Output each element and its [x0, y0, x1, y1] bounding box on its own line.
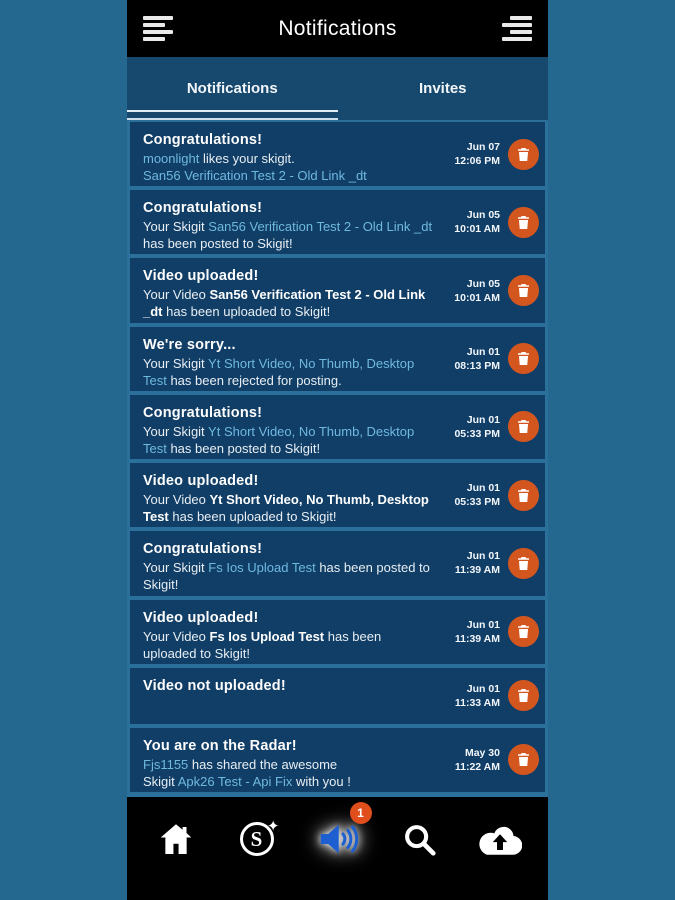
notification-title: Video uploaded!	[143, 268, 259, 285]
delete-notification-button[interactable]	[508, 207, 539, 238]
notification-body	[143, 559, 438, 593]
body-text: has been uploaded to Skigit!	[143, 628, 382, 661]
body-text: Your Skigit	[143, 219, 209, 235]
tab-notifications[interactable]: Notifications	[127, 57, 338, 120]
notification-text	[143, 198, 438, 252]
notification-title: Congratulations!	[143, 132, 263, 148]
body-text: Your Video	[143, 287, 210, 303]
notification-timestamp	[438, 140, 500, 168]
announcements-speaker-icon	[315, 818, 361, 860]
trash-icon	[515, 487, 532, 504]
delete-notification-button[interactable]	[508, 411, 539, 442]
notification-body	[143, 628, 438, 662]
notification-body	[143, 286, 438, 320]
highlighted-name: moonlight	[143, 151, 200, 166]
timestamp-time: 05:33 PM	[454, 496, 500, 509]
timestamp-date: Jun 01	[466, 482, 500, 495]
trash-icon	[515, 350, 532, 367]
notification-title: Video uploaded!	[143, 609, 259, 626]
highlighted-name: Fs Ios Upload Test	[208, 560, 316, 576]
body-text: has been posted to Skigit!	[166, 440, 321, 456]
notification-card[interactable]	[130, 190, 545, 254]
notification-text	[143, 608, 438, 662]
notification-title: We're sorry...	[143, 336, 236, 353]
body-text: has been uploaded to Skigit!	[162, 304, 331, 320]
timestamp-time: 11:22 AM	[454, 760, 500, 773]
timestamp-date: Jun 01	[466, 550, 500, 563]
notification-text	[143, 403, 438, 457]
delete-notification-button[interactable]	[508, 548, 539, 579]
body-text: has been uploaded to Skigit!	[168, 509, 337, 525]
notification-card[interactable]	[130, 728, 545, 792]
highlighted-name: San56 Verification Test 2 - Old Link _dt	[143, 168, 367, 183]
notification-body	[143, 218, 438, 252]
body-text: has been rejected for posting.	[166, 372, 342, 388]
menu-button-left[interactable]	[139, 12, 177, 45]
skigit-logo-icon	[240, 817, 280, 856]
trash-icon	[515, 623, 532, 640]
nav-notifications-button[interactable]	[310, 806, 366, 864]
timestamp-date: Jun 01	[466, 413, 500, 426]
body-text: Your Skigit	[143, 423, 209, 439]
body-text: with you !	[292, 773, 351, 789]
list-menu-icon	[502, 16, 532, 41]
search-icon	[400, 820, 438, 858]
body-text: Your Skigit	[143, 560, 209, 576]
notification-card[interactable]	[130, 122, 545, 186]
body-text: has been posted to Skigit!	[143, 560, 430, 593]
notification-title: Congratulations!	[143, 404, 263, 421]
app-screen	[127, 0, 548, 900]
notification-card[interactable]	[130, 668, 545, 724]
notification-timestamp	[438, 481, 500, 509]
delete-notification-button[interactable]	[508, 139, 539, 170]
timestamp-date: Jun 01	[466, 345, 500, 358]
notification-badge: 1	[350, 802, 372, 824]
home-icon	[157, 821, 195, 857]
notification-body	[143, 491, 438, 525]
trash-icon	[515, 282, 532, 299]
notification-timestamp	[438, 345, 500, 373]
timestamp-date: Jun 01	[466, 682, 500, 695]
notification-title: Video uploaded!	[143, 473, 259, 490]
delete-notification-button[interactable]	[508, 616, 539, 647]
timestamp-time: 10:01 AM	[454, 223, 500, 236]
nav-skigit-button[interactable]	[229, 814, 285, 864]
notification-text	[143, 266, 438, 320]
notification-title: You are on the Radar!	[143, 737, 297, 754]
notification-text	[143, 539, 438, 593]
delete-notification-button[interactable]	[508, 744, 539, 775]
timestamp-date: Jun 05	[466, 209, 500, 222]
skigit-logo-letter: S	[250, 826, 263, 851]
menu-button-right[interactable]	[498, 12, 536, 45]
delete-notification-button[interactable]	[508, 343, 539, 374]
nav-home-button[interactable]	[148, 814, 204, 864]
trash-icon	[515, 751, 532, 768]
highlighted-name: San56 Verification Test 2 - Old Link _dt	[208, 219, 433, 235]
highlighted-name: Yt Short Video, No Thumb, Desktop Test	[143, 355, 415, 388]
tab-bar	[127, 57, 548, 120]
notification-text	[143, 471, 438, 525]
notification-timestamp	[438, 413, 500, 441]
timestamp-time: 08:13 PM	[454, 359, 500, 372]
highlighted-name: Apk26 Test - Api Fix	[177, 773, 293, 789]
timestamp-date: Jun 01	[466, 618, 500, 631]
trash-icon	[515, 555, 532, 572]
body-text: Skigit	[143, 773, 178, 789]
notification-text	[143, 335, 438, 389]
notification-timestamp	[438, 618, 500, 646]
body-text: Yt Short Video, No Thumb, Desktop Test	[143, 492, 429, 525]
trash-icon	[515, 214, 532, 231]
notification-card[interactable]	[130, 327, 545, 391]
notification-text	[143, 130, 438, 184]
timestamp-date: Jun 07	[466, 141, 500, 154]
timestamp-time: 10:01 AM	[454, 291, 500, 304]
notification-timestamp	[438, 277, 500, 305]
timestamp-time: 11:33 AM	[454, 696, 500, 709]
notification-title: Congratulations!	[143, 200, 263, 217]
tab-invites[interactable]: Invites	[418, 80, 467, 97]
sparkle-icon: ✦	[266, 817, 280, 835]
body-text: has been posted to Skigit!	[143, 236, 293, 252]
timestamp-time: 12:06 PM	[454, 155, 500, 168]
highlighted-name: Fjs1155	[143, 756, 189, 772]
notification-card[interactable]	[130, 258, 545, 322]
timestamp-date: May 30	[464, 746, 500, 759]
bottom-nav	[127, 797, 548, 900]
timestamp-time: 05:33 PM	[454, 427, 500, 440]
trash-icon	[515, 146, 532, 163]
notification-body	[143, 756, 438, 790]
hamburger-menu-icon	[143, 16, 173, 41]
app-header	[127, 0, 548, 57]
delete-notification-button[interactable]	[508, 480, 539, 511]
notification-body	[143, 150, 438, 184]
notification-timestamp	[438, 682, 500, 710]
notification-card[interactable]	[130, 600, 545, 664]
delete-notification-button[interactable]	[508, 680, 539, 711]
notification-timestamp	[438, 746, 500, 774]
notification-timestamp	[438, 549, 500, 577]
delete-notification-button[interactable]	[508, 275, 539, 306]
nav-search-button[interactable]	[391, 814, 447, 864]
body-text: likes your skigit.	[199, 151, 295, 166]
notification-title: Video not uploaded!	[143, 677, 286, 694]
timestamp-time: 11:39 AM	[454, 564, 500, 577]
notification-body	[143, 355, 438, 389]
notification-text	[143, 676, 438, 696]
body-text: Your Video	[143, 492, 210, 508]
body-text: Your Skigit	[143, 355, 209, 371]
notification-text	[143, 736, 438, 790]
body-text: Your Video	[143, 628, 210, 644]
trash-icon	[515, 687, 532, 704]
body-text: San56 Verification Test 2 - Old Link _dt	[143, 287, 426, 320]
notification-title: Congratulations!	[143, 541, 263, 558]
notification-body	[143, 423, 438, 457]
page-title: Notifications	[278, 16, 397, 40]
timestamp-date: Jun 05	[466, 277, 500, 290]
notification-card[interactable]	[130, 531, 545, 595]
body-text: Fs Ios Upload Test	[209, 628, 325, 644]
cloud-upload-icon	[478, 821, 522, 857]
notification-card[interactable]	[130, 395, 545, 459]
notification-list	[127, 120, 548, 797]
notification-timestamp	[438, 208, 500, 236]
nav-upload-button[interactable]	[472, 814, 528, 864]
timestamp-time: 11:39 AM	[454, 632, 500, 645]
body-text: has shared the awesome	[188, 756, 338, 772]
highlighted-name: Yt Short Video, No Thumb, Desktop Test	[143, 423, 415, 456]
trash-icon	[515, 418, 532, 435]
notification-card[interactable]	[130, 463, 545, 527]
